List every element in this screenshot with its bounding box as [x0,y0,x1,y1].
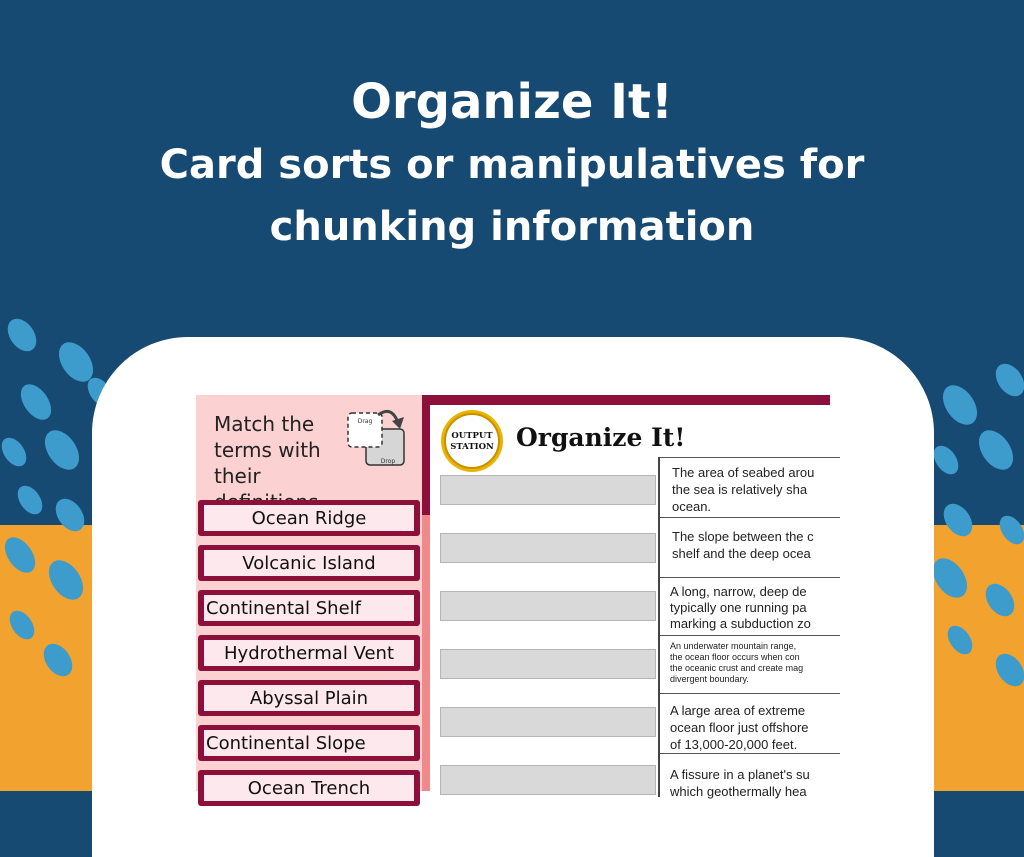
definition-line: of 13,000-20,000 feet. [670,737,798,752]
term-card-continental-shelf[interactable] [198,590,420,626]
term-card-volcanic-island[interactable] [198,545,420,581]
definition-line: ocean floor just offshore [670,720,809,735]
answer-drop-slot[interactable] [440,649,656,679]
definition-line: which geothermally hea [670,784,807,799]
definition-card [660,753,840,803]
definitions-column [658,457,838,797]
definition-line: An underwater mountain range, [670,641,797,651]
worksheet-preview [196,395,830,799]
definition-line: marking a subduction zo [670,616,811,631]
instructions-line: Match the [214,412,315,436]
definition-line: shelf and the deep ocea [672,546,811,561]
definition-line: the oceanic crust and create mag [670,663,804,673]
term-label: Hydrothermal Vent [204,640,414,666]
headline [0,70,1024,258]
output-station-badge [440,409,504,473]
drop-label: Drop [380,458,396,465]
term-label: Abyssal Plain [204,685,414,711]
instructions-line: their [214,464,261,488]
definition-line: the sea is relatively sha [672,482,808,497]
definition-card [660,577,840,635]
term-label: Volcanic Island [204,550,414,576]
definition-line: The area of seabed arou [672,465,815,480]
term-card-hydrothermal-vent[interactable] [198,635,420,671]
headline-title: Organize It! [351,74,673,130]
column-divider-accent [422,515,430,791]
worksheet-title: Organize It! [516,423,686,452]
definition-card [660,517,840,577]
term-label: Ocean Ridge [204,505,414,531]
definition-card [660,635,840,693]
definition-line: typically one running pa [670,600,807,615]
instructions-line: terms with [214,438,321,462]
definition-line: divergent boundary. [670,674,749,684]
drag-drop-icon [344,405,408,471]
badge-line: STATION [450,442,494,452]
definition-line: the ocean floor occurs when con [670,652,800,662]
definition-line: ocean. [672,499,712,514]
definition-line: A fissure in a planet's su [670,767,810,782]
badge-line: OUTPUT [451,431,493,441]
definition-card [660,457,840,517]
term-label: Ocean Trench [204,775,414,801]
term-card-continental-slope[interactable] [198,725,420,761]
term-card-ocean-ridge[interactable] [198,500,420,536]
term-label: Continental Shelf [204,595,414,621]
answer-drop-slot[interactable] [440,765,656,795]
term-label: Continental Slope [204,730,414,756]
term-card-ocean-trench[interactable] [198,770,420,806]
definition-line: A large area of extreme [670,703,806,718]
headline-subtitle-line-1: Card sorts or manipulatives for [159,142,865,188]
definition-line: The slope between the c [672,529,814,544]
answer-drop-slot[interactable] [440,475,656,505]
definition-card [660,693,840,753]
worksheet-top-bar [430,395,830,405]
term-card-abyssal-plain[interactable] [198,680,420,716]
definition-line: A long, narrow, deep de [670,584,807,599]
answer-drop-slot[interactable] [440,707,656,737]
drag-label: Drag [357,418,373,425]
headline-subtitle-line-2: chunking information [269,204,755,250]
answer-drop-slot[interactable] [440,533,656,563]
answer-drop-slot[interactable] [440,591,656,621]
